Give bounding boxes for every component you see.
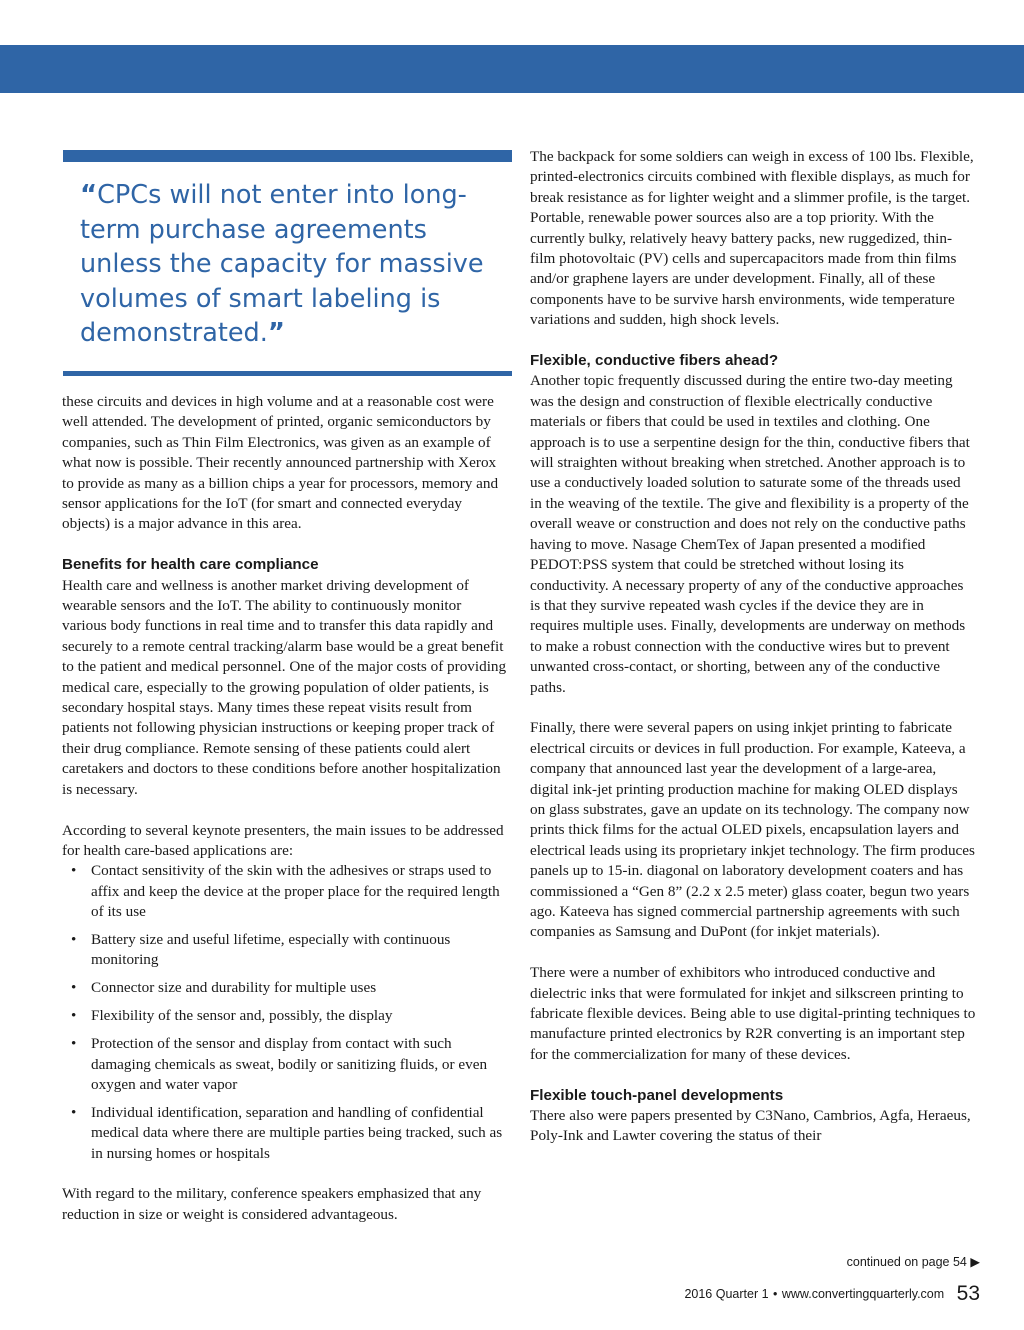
issue-label: 2016 Quarter 1	[684, 1287, 769, 1301]
bullet-icon: •	[71, 979, 77, 997]
list-item-text: Battery size and useful lifetime, especially with continuous monitoring	[91, 931, 451, 969]
list-item-text: Individual identification, separation and handling of confidential medical data where there are multiple parties being tracked, such as in nursing homes or hospitals	[91, 1103, 503, 1162]
paragraph: Another topic frequently discussed during the entire two-day meeting was the design and construction of flexible electrically conductive materials or fibers that could be used in textiles and clothing. One approach is to use a serpentine design for the thin, conductive fibers that will straighten without breaking when stretched. Another approach is to use a conductively loaded solution to saturate some of the threads used in the weaving of the textile. The give and flexibility is a property of the overall weave or construction and does not rely on the conductive paths having to move. Nasage ChemTex of Japan presented a modified PEDOT:PSS system that could be stretched without losing its conductivity. A necessary property of any of the conductive approaches is that they survive repeated wash cycles if the device they are in requires multiple uses. Finally, developments are underway on methods to make a robust connection with the conductive wires but to prevent unwanted cross-contact, or shorting, between any of the conductive paths.	[530, 372, 970, 696]
pull-quote-text	[80, 178, 500, 351]
bullet-icon: •	[71, 1007, 77, 1025]
list-item-text: Contact sensitivity of the skin with the adhesives or straps used to affix and keep the device at the proper place for the required length of its use	[91, 862, 500, 921]
list-item-text: Flexibility of the sensor and, possibly, the display	[91, 1007, 393, 1025]
bullet-icon: •	[71, 1103, 77, 1121]
continued-link[interactable]	[820, 1254, 980, 1269]
list-item-text: Protection of the sensor and display from contact with such damaging chemicals as sweat, bodily or sanitizing fluids, or even oxygen and water vapor	[91, 1035, 488, 1093]
right-arrow-icon: ▶	[970, 1255, 980, 1269]
left-column	[62, 392, 508, 1225]
paragraph: The backpack for some soldiers can weigh in excess of 100 lbs. Flexible, printed-electronics circuits combined with flexible displays, as much for break resistance as for lighter weight and a slimmer profile, is the target. Portable, renewable power sources also are a top priority. With the currently bulky, relatively heavy battery packs, new ruggedized, thin-film photovoltaic (PV) cells and supercapacitors made from thin films and/or graphene layers are under development. Finally, all of these components have to be survive harsh environments, wide temperature variations and sudden, high shock levels.	[530, 148, 974, 329]
list-item	[62, 861, 508, 922]
pull-quote-bottom-rule	[63, 371, 512, 376]
bullet-icon: •	[71, 862, 77, 880]
close-quote-mark: ”	[267, 318, 285, 349]
continued-text: continued on page 54	[846, 1255, 967, 1269]
paragraph: Health care and wellness is another market driving development of wearable sensors and the IoT. The ability to continuously monitor various body functions in real time and to transfer this data rapidly and securely to a remote central tracking/alarm base would be a great benefit to the patient and medical personnel. One of the major costs of providing medical care, especially to the growing population of older patients, is secondary hospital stays. Many times these repeat visits result from patients not following physician instructions or keeping proper track of their drug compliance. Remote sensing of these patients could alert caretakers and doctors to these conditions before another hospitalization is necessary.	[62, 576, 507, 798]
pull-quote-body: CPCs will not enter into long-term purchase agreements unless the capacity for massive volumes of smart labeling is demonstrated.	[80, 180, 484, 349]
section-heading: Flexible, conductive fibers ahead?	[530, 352, 779, 370]
paragraph: these circuits and devices in high volume and at a reasonable cost were well attended. The development of printed, organic semiconductors by companies, such as Thin Film Electronics, was given as an example of what now is possible. Their recently announced partnership with Xerox to provide as many as a billion chips a year for processors, memory and sensor applications for the IoT (for smart and connected everyday objects) is a major advance in this area.	[62, 393, 499, 533]
list-item	[62, 1034, 508, 1095]
paragraph: With regard to the military, conference speakers emphasized that any reduction in size or weight is considered advantageous.	[62, 1185, 482, 1223]
section-heading: Benefits for health care compliance	[62, 556, 319, 574]
issues-list	[62, 861, 508, 1164]
list-item-text: Connector size and durability for multiple uses	[91, 979, 377, 997]
pull-quote	[63, 150, 512, 376]
section-heading: Flexible touch-panel developments	[530, 1086, 784, 1104]
page-footer	[600, 1282, 980, 1306]
header-color-band	[0, 45, 1024, 93]
paragraph: There were a number of exhibitors who introduced conductive and dielectric inks that were formulated for inkjet and silkscreen printing to fabricate flexible devices. Being able to use digital-printing techniques to manufacture printed electronics by R2R converting is an important step for the commercialization for many of these devices.	[530, 964, 976, 1063]
list-item	[62, 978, 508, 998]
pull-quote-top-rule	[63, 150, 512, 162]
list-item	[62, 1006, 508, 1026]
paragraph: Finally, there were several papers on using inkjet printing to fabricate electrical circuits or devices in full production. For example, Kateeva, a company that announced last year the development of a large-area, digital ink-jet printing production machine for making OLED displays on glass substrates, gave an update on its technology. The company now prints thick films for the actual OLED pixels, encapsulation layers and electrical leads using its proprietary inkjet technology. The firm produces panels up to 15-in. diagonal on laboratory development coaters and has commissioned a “Gen 8” (2.2 x 2.5 meter) glass coater, begun two years ago. Kateeva has signed commercial partnership agreements with such companies as Samsung and DuPont (for inkjet materials).	[530, 719, 975, 941]
paragraph: According to several keynote presenters, the main issues to be addressed for health care-based applications are:	[62, 821, 504, 859]
list-item	[62, 1103, 508, 1164]
bullet-icon: •	[71, 931, 77, 949]
paragraph: There also were papers presented by C3Nano, Cambrios, Agfa, Heraeus, Poly-Ink and Lawter covering the status of their	[530, 1107, 971, 1145]
footer-separator: •	[773, 1287, 778, 1301]
website-link[interactable]: www.convertingquarterly.com	[781, 1287, 945, 1301]
bullet-icon: •	[71, 1035, 77, 1053]
list-item	[62, 930, 508, 971]
right-column	[530, 147, 976, 1147]
open-quote-mark: “	[80, 180, 98, 210]
page-number: 53	[956, 1282, 980, 1305]
